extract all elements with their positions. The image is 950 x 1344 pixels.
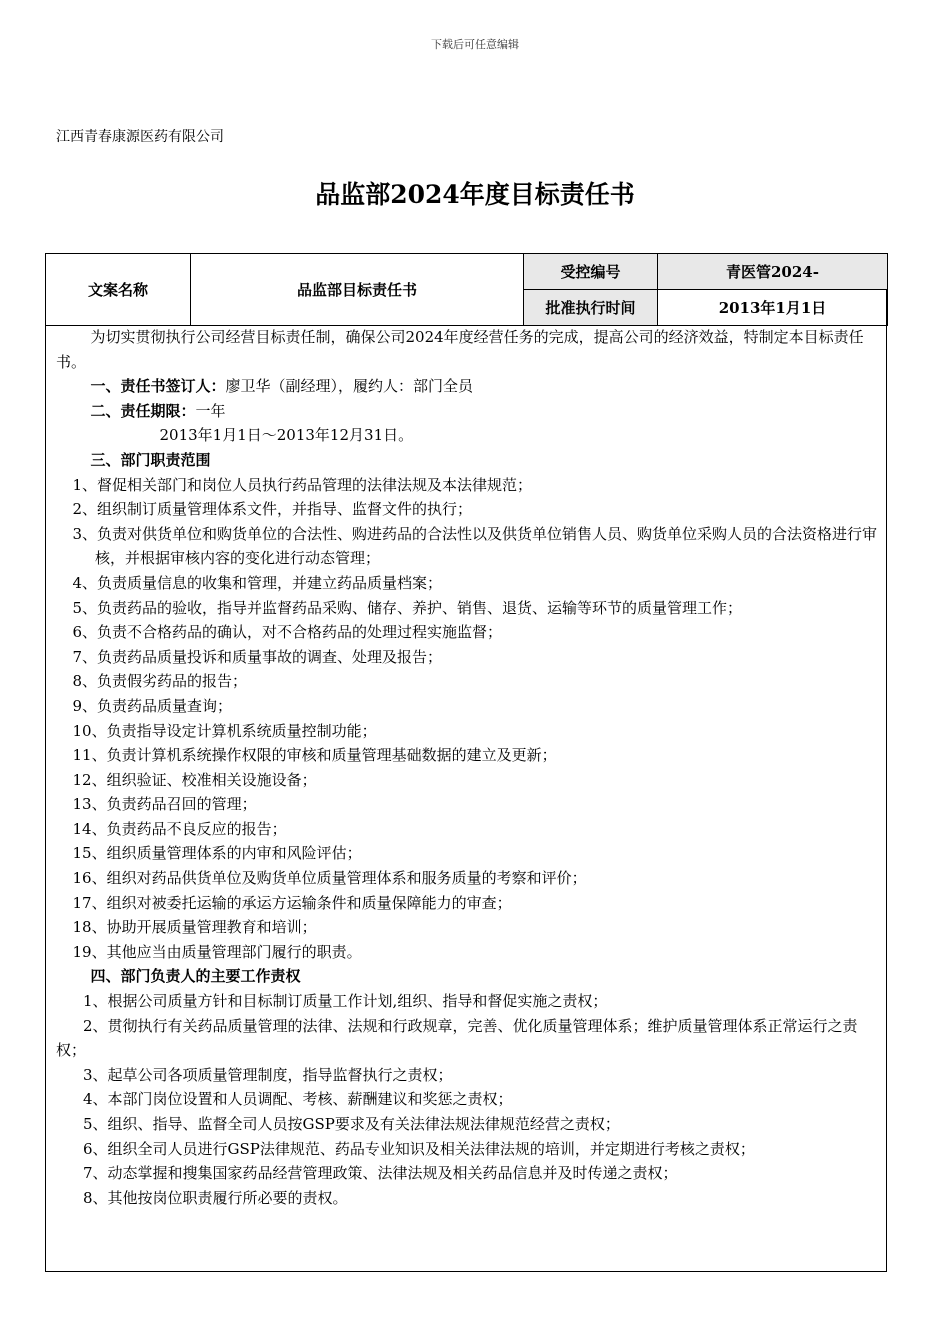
control-no-label: 受控编号 <box>524 254 658 290</box>
list-item: 5、组织、指导、监督全司人员按GSP要求及有关法律法规法律规范经营之责权； <box>83 1115 620 1133</box>
list-item: 12、组织验证、校准相关设施设备； <box>72 770 317 789</box>
company-name: 江西青春康源医药有限公司 <box>56 129 224 145</box>
section-4-heading <box>56 964 880 989</box>
list-item: 5、负责药品的验收，指导并监督药品采购、储存、养护、销售、退货、运输等环节的质量管理工作； <box>72 598 743 617</box>
approval-label: 批准执行时间 <box>524 290 658 326</box>
list-item: 1、根据公司质量方针和目标制订质量工作计划,组织、指导和督促实施之责权； <box>83 992 608 1011</box>
control-no-value: 青医管2024- <box>658 254 888 290</box>
list-item: 14、负责药品不良反应的报告； <box>72 819 287 838</box>
section-1-text: 廖卫华（副经理），履约人：部门全员 <box>225 377 474 396</box>
section-4-list <box>56 989 880 1210</box>
section-3-list <box>56 473 880 965</box>
list-item: 6、负责不合格药品的确认，对不合格药品的处理过程实施监督； <box>72 623 503 642</box>
list-item: 1、督促相关部门和岗位人员执行药品管理的法律法规及本法律规范； <box>72 475 533 494</box>
list-item: 3、负责对供货单位和购货单位的合法性、购进药品的合法性以及供货单位销售人员、购货单位采购人员的合法资格进行审核，并根据审核内容的变化进行动态管理； <box>72 524 878 568</box>
list-item: 8、负责假劣药品的报告； <box>72 672 248 691</box>
header-note: 下载后可任意编辑 <box>431 38 519 51</box>
section-1-heading: 一、责任书签订人： <box>90 377 226 396</box>
document-title: 品监部2024年度目标责任书 <box>315 180 635 209</box>
list-item: 3、起草公司各项质量管理制度，指导监督执行之责权； <box>83 1065 453 1084</box>
list-item: 8、其他按岗位职责履行所必要的责权。 <box>83 1188 348 1207</box>
list-item: 18、协助开展质量管理教育和培训； <box>72 918 317 937</box>
list-item: 7、负责药品质量投诉和质量事故的调查、处理及报告； <box>72 647 443 666</box>
list-item: 6、组织全司人员进行GSP法律规范、药品专业知识及相关法律法规的培训，并定期进行考核之责权； <box>83 1139 755 1158</box>
list-item: 13、负责药品召回的管理； <box>72 795 257 814</box>
approval-value: 2013年1月1日 <box>658 290 888 326</box>
document-body <box>56 325 880 1210</box>
list-item: 11、负责计算机系统操作权限的审核和质量管理基础数据的建立及更新； <box>72 746 557 765</box>
section-3-heading-text: 三、部门职责范围 <box>90 450 211 469</box>
section-2-period: 2013年1月1日～2013年12月31日。 <box>159 426 414 445</box>
intro-paragraph: 为切实贯彻执行公司经营目标责任制，确保公司2024年度经营任务的完成，提高公司的经济效益，特制定本目标责任书。 <box>56 328 864 371</box>
section-2-heading: 二、责任期限： <box>90 401 196 420</box>
doc-name-value: 品监部目标责任书 <box>191 254 524 326</box>
list-item: 9、负责药品质量查询； <box>72 696 233 715</box>
section-2-text: 一年 <box>195 401 226 420</box>
list-item: 4、负责质量信息的收集和管理，并建立药品质量档案； <box>72 573 443 592</box>
doc-name-label: 文案名称 <box>46 254 191 326</box>
list-item: 19、其他应当由质量管理部门履行的职责。 <box>72 942 362 961</box>
list-item: 7、动态掌握和搜集国家药品经营管理政策、法律法规及相关药品信息并及时传递之责权； <box>83 1164 678 1183</box>
list-item: 2、组织制订质量管理体系文件，并指导、监督文件的执行； <box>72 500 473 519</box>
section-2 <box>56 399 880 424</box>
section-1 <box>56 374 880 399</box>
list-item: 4、本部门岗位设置和人员调配、考核、薪酬建议和奖惩之责权； <box>83 1090 513 1109</box>
list-item: 2、贯彻执行有关药品质量管理的法律、法规和行政规章，完善、优化质量管理体系；维护质量管理体系正常运行之责权； <box>56 1016 858 1060</box>
meta-table <box>45 253 888 326</box>
section-3-heading <box>56 448 880 473</box>
section-4-heading-text: 四、部门负责人的主要工作责权 <box>90 967 301 986</box>
list-item: 17、组织对被委托运输的承运方运输条件和质量保障能力的审查； <box>72 893 512 912</box>
list-item: 16、组织对药品供货单位及购货单位质量管理体系和服务质量的考察和评价； <box>72 869 587 888</box>
list-item: 10、负责指导设定计算机系统质量控制功能； <box>72 721 377 740</box>
list-item: 15、组织质量管理体系的内审和风险评估； <box>72 844 362 863</box>
